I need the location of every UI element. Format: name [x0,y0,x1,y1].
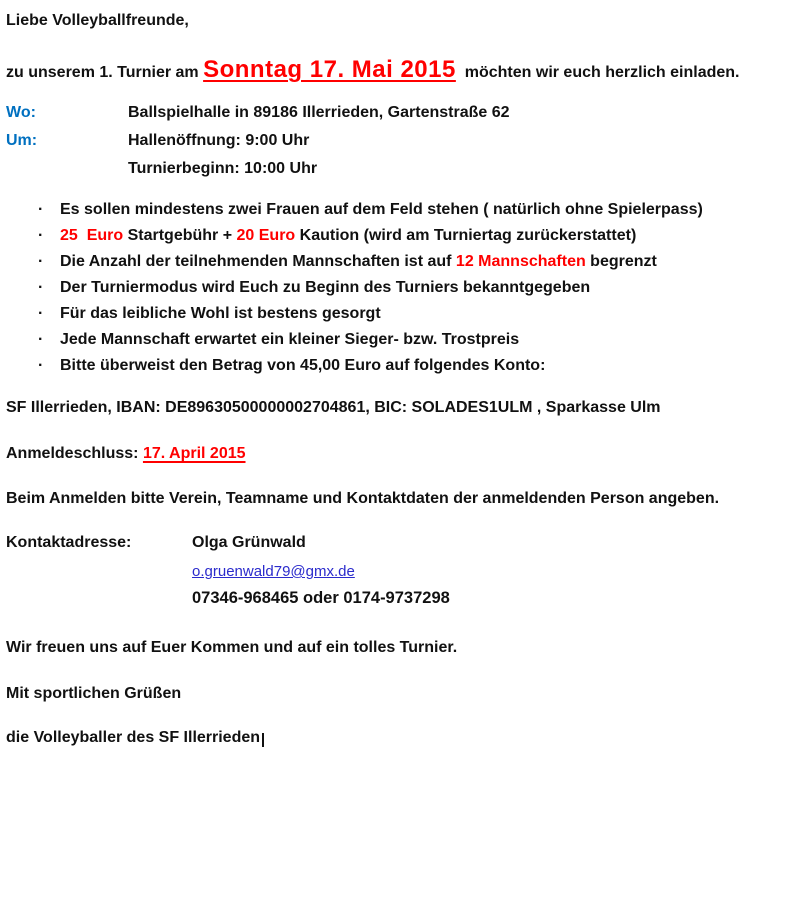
contact-phone: 07346-968465 oder 0174-9737298 [192,589,450,607]
contact-phone-row [6,584,790,612]
bullet-text-segment: Kaution (wird am Turniertag zurückerstattet) [295,227,637,244]
closing-signature [6,725,790,751]
deadline-label: Anmeldeschluss: [6,445,143,462]
details-row [6,155,790,183]
intro-tail: möchten wir euch herzlich einladen. [455,64,740,81]
intro-lead: zu unserem 1. Turnier am [6,64,204,81]
registration-note: Beim Anmelden bitte Verein, Teamname und Kontaktdaten der anmeldenden Person angeben. [6,490,720,507]
intro-paragraph [6,52,790,91]
bullet-text-segment: Es sollen mindestens zwei Frauen auf dem Feld stehen ( natürlich ohne Spielerpass) [60,201,703,218]
bullet-item [36,353,790,379]
bullet-item [36,327,790,353]
bullet-text-segment: Für das leibliche Wohl ist bestens gesorgt [60,305,381,322]
details-value: Turnierbeginn: 10:00 Uhr [128,160,318,177]
bullet-dot-icon: · [38,201,44,218]
bullet-item [36,301,790,327]
details-label: Wo: [6,104,36,121]
bullet-item [36,275,790,301]
details-row [6,99,790,127]
bullet-item [36,223,790,249]
bullet-dot-icon: · [38,305,44,322]
email-link[interactable]: o.gruenwald79@gmx.de [192,563,355,580]
contact-name-row [6,530,790,556]
details-label [6,155,128,183]
bullet-list [6,197,790,379]
closing-greeting: Mit sportlichen Grüßen [6,685,182,702]
bullet-item [36,249,790,275]
bank-details: SF Illerrieden, IBAN: DE89630500000002704861, BIC: SOLADES1ULM , Sparkasse Ulm [6,399,661,416]
bullet-dot-icon: · [38,357,44,374]
contact-name: Olga Grünwald [192,534,306,551]
contact-email-row [6,560,790,584]
bullet-dot-icon: · [38,253,44,270]
bullet-dot-icon: · [38,331,44,348]
deadline-paragraph [6,441,790,467]
details-value: Hallenöffnung: 9:00 Uhr [128,132,310,149]
bullet-text-segment: Jede Mannschaft erwartet ein kleiner Sieger- bzw. Trostpreis [60,331,520,348]
contact-label: Kontaktadresse: [6,534,132,551]
bullet-text-segment: Startgebühr + [123,227,237,244]
details-label: Um: [6,132,38,149]
deadline-date: 17. April 2015 [142,445,246,462]
bullet-dot-icon: · [38,227,44,244]
closing-thanks: Wir freuen uns auf Euer Kommen und auf ein tolles Turnier. [6,639,458,656]
signature-text: die Volleyballer des SF Illerrieden [6,729,261,746]
bullet-text-segment: 12 Mannschaften [455,253,586,270]
bullet-item [36,197,790,223]
details-table [6,99,790,183]
tournament-date-highlight: Sonntag 17. Mai 2015 [203,56,456,83]
bullet-text-segment: 25 Euro [60,227,124,244]
bullet-text-segment: Die Anzahl der teilnehmenden Mannschaften ist auf [60,253,456,270]
text-cursor [262,733,264,747]
bullet-text-segment: 20 Euro [236,227,296,244]
bullet-dot-icon: · [38,279,44,296]
bullet-text-segment: Bitte überweist den Betrag von 45,00 Euro auf folgendes Konto: [60,357,546,374]
bullet-text-segment: Der Turniermodus wird Euch zu Beginn des Turniers bekanntgegeben [60,279,591,296]
bullet-text-segment: begrenzt [585,253,657,270]
details-row [6,127,790,155]
salutation: Liebe Volleyballfreunde, [6,12,189,29]
details-value: Ballspielhalle in 89186 Illerrieden, Gartenstraße 62 [128,104,510,121]
contact-block [6,530,790,612]
